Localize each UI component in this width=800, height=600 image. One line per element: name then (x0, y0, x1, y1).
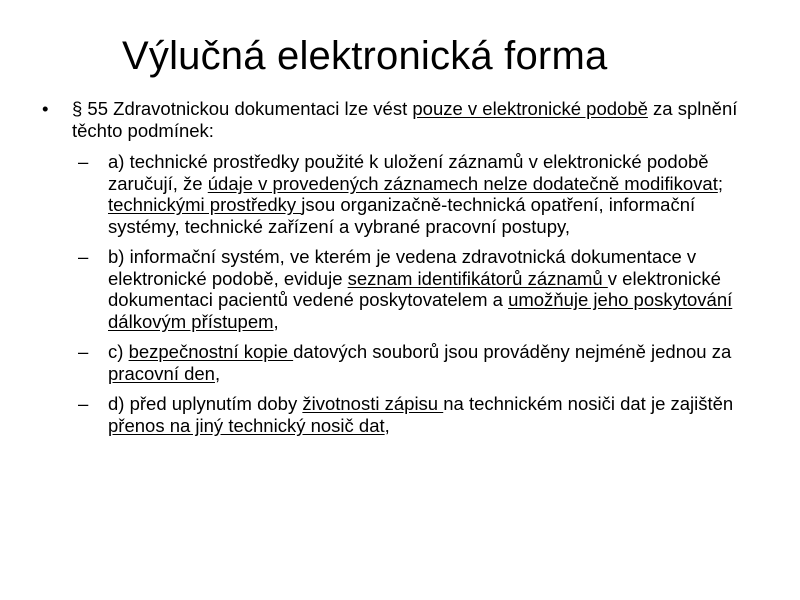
sub-point-a-text (108, 151, 723, 237)
underlined-text: údaje v provedených záznamech nelze dodatečně modifikovat (207, 172, 718, 194)
text-segment: , (384, 414, 390, 436)
text-segment: za splnění těchto podmínek: (72, 98, 738, 141)
sub-point-b (36, 246, 758, 332)
dash-marker: – (78, 246, 89, 267)
dash-marker: – (78, 151, 89, 172)
text-segment: a) technické prostředky použité k uložení záznamů v elektronické podobě zaručují, že (108, 151, 709, 194)
underlined-text: přenos na jiný technický nosič dat (108, 414, 385, 436)
sub-point-b-text (108, 246, 732, 332)
text-segment: datových souborů jsou prováděny nejméně jednou za (293, 341, 732, 362)
underlined-text: seznam identifikátorů záznamů (347, 267, 608, 289)
sub-point-a (36, 151, 758, 237)
dash-marker: – (78, 341, 89, 362)
underlined-text: pouze v elektronické podobě (412, 98, 648, 119)
sub-point-d (36, 393, 758, 436)
slide-body (36, 98, 776, 445)
underlined-text: umožňuje jeho poskytování dálkovým přístupem (108, 289, 733, 332)
text-segment: ; (717, 172, 723, 194)
sub-point-c-text (108, 341, 731, 384)
text-segment: , (273, 310, 279, 332)
text-segment: v elektronické dokumentaci pacientů vedené poskytovatelem a (108, 267, 721, 310)
underlined-text: bezpečnostní kopie (128, 341, 294, 362)
sub-point-d-text (108, 393, 733, 436)
text-segment: § 55 Zdravotnickou dokumentaci lze vést (72, 98, 413, 119)
underlined-text: pracovní den (108, 362, 215, 384)
slide-title: Výlučná elektronická forma (122, 34, 608, 78)
underlined-text: životnosti zápisu (302, 393, 444, 414)
text-segment: b) informační systém, ve kterém je vedena zdravotnická dokumentace v elektronické podobě, eviduje (108, 246, 697, 289)
text-segment: jsou organizačně-technická opatření, informační systémy, technické zařízení a vybrané pracovní postupy, (108, 194, 696, 237)
text-segment: c) (108, 341, 129, 362)
underlined-text: technickými prostředky (108, 194, 302, 215)
text-segment: d) před uplynutím doby (108, 393, 303, 414)
main-point-text (72, 98, 737, 141)
text-segment: , (214, 362, 221, 384)
dash-marker: – (78, 393, 89, 414)
sub-point-c (36, 341, 758, 384)
bullet-marker: • (42, 98, 49, 119)
main-bullet-point (36, 98, 776, 141)
text-segment: na technickém nosiči dat je zajištěn (443, 393, 734, 414)
